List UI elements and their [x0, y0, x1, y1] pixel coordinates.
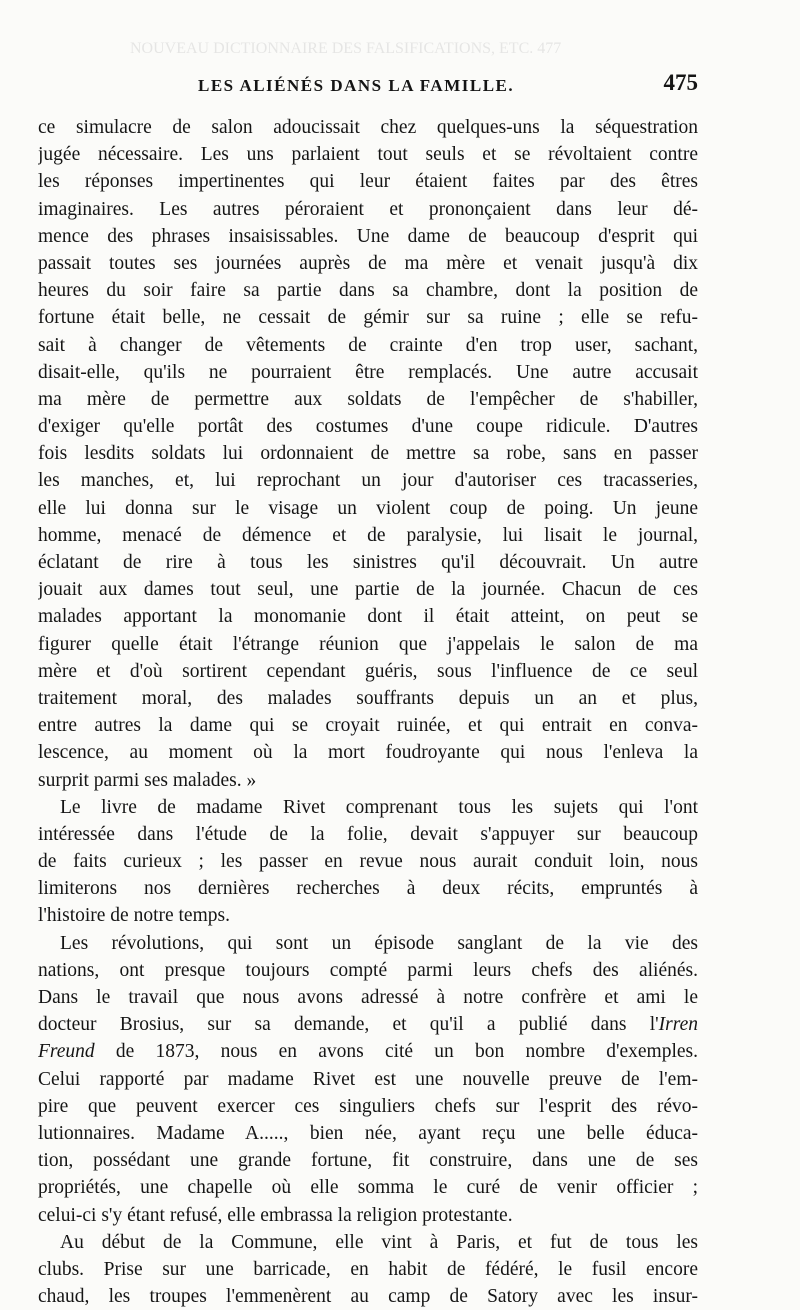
italic-word: Irren — [658, 1014, 698, 1036]
text-line: Celui rapporté par madame Rivet est une nouvelle preuve de l'em- — [38, 1068, 698, 1090]
text-line: entre autres la dame qui se croyait ruinée, et qui entrait en conva- — [38, 715, 698, 737]
text-line: mence des phrases insaisissables. Une dame de beaucoup d'esprit qui — [38, 225, 698, 247]
text-line: lescence, au moment où la mort foudroyante qui nous l'enleva la — [38, 742, 698, 764]
italic-word: Freund — [38, 1041, 95, 1063]
text-line: homme, menacé de démence et de paralysie, lui lisait le journal, — [38, 524, 698, 546]
text-line: les manches, et, lui reprochant un jour d'autoriser ces tracasseries, — [38, 470, 698, 492]
text-line: de faits curieux ; les passer en revue nous aurait conduit loin, nous — [38, 851, 698, 873]
text-line: l'histoire de notre temps. — [38, 905, 230, 927]
text-line: intéressée dans l'étude de la folie, devait s'appuyer sur beaucoup — [38, 823, 698, 845]
text-line: Au début de la Commune, elle vint à Paris, et fut de tous les — [60, 1231, 698, 1253]
text-line: propriétés, une chapelle où elle somma le curé de venir officier ; — [38, 1177, 698, 1199]
text-line: heures du soir faire sa partie dans sa chambre, dont la position de — [38, 280, 698, 302]
text-line: celui-ci s'y étant refusé, elle embrassa la religion protestante. — [38, 1204, 513, 1226]
text-line: lutionnaires. Madame A....., bien née, ayant reçu une belle éduca- — [38, 1122, 698, 1144]
text-line: clubs. Prise sur une barricade, en habit de fédéré, le fusil encore — [38, 1258, 698, 1280]
text-line: les réponses impertinentes qui leur étaient faites par des êtres — [38, 171, 698, 193]
text-line: Les révolutions, qui sont un épisode sanglant de la vie des — [60, 932, 698, 954]
body-text — [38, 114, 698, 1310]
text-line: imaginaires. Les autres péroraient et prononçaient dans leur dé- — [38, 198, 698, 220]
text-line: tion, possédant une grande fortune, fit construire, dans une de ses — [38, 1150, 698, 1172]
text-line: mère et d'où sortirent cependant guéris, sous l'influence de ce seul — [38, 660, 698, 682]
text-line: disait-elle, qu'ils ne pourraient être remplacés. Une autre accusait — [38, 361, 698, 383]
page-number: 475 — [663, 70, 698, 95]
text-line: fortune était belle, ne cessait de gémir sur sa ruine ; elle se refu- — [38, 307, 698, 329]
text-line: surprit parmi ses malades. » — [38, 769, 257, 791]
text-line: Le livre de madame Rivet comprenant tous les sujets qui l'ont — [60, 796, 698, 818]
text-line — [38, 1011, 698, 1038]
text-line — [38, 1038, 698, 1065]
text-line: jugée nécessaire. Les uns parlaient tout seuls et se révoltaient contre — [38, 144, 698, 166]
text-line: ma mère de permettre aux soldats de l'empêcher de s'habiller, — [38, 388, 698, 410]
text-line: ce simulacre de salon adoucissait chez quelques-uns la séquestration — [38, 117, 698, 138]
text-line: traitement moral, des malades souffrants depuis un an et plus, — [38, 687, 698, 709]
book-page — [38, 70, 698, 1310]
text-line: passait toutes ses journées auprès de ma mère et venait jusqu'à dix — [38, 252, 698, 274]
page-header — [38, 70, 698, 100]
text-line: d'exiger qu'elle portât des costumes d'une coupe ridicule. D'autres — [38, 416, 698, 438]
text-line: nations, ont presque toujours compté parmi leurs chefs des aliénés. — [38, 959, 698, 981]
text-line: sait à changer de vêtements de crainte d'en trop user, sachant, — [38, 334, 698, 356]
text-line: elle lui donna sur le visage un violent coup de poing. Un jeune — [38, 497, 698, 519]
show-through-text: NOUVEAU DICTIONNAIRE DES FALSIFICATIONS, ETC. 477 — [130, 40, 562, 57]
text-line: figurer quelle était l'étrange réunion que j'appelais le salon de ma — [38, 633, 698, 655]
text-line: fois lesdits soldats lui ordonnaient de mettre sa robe, sans en passer — [38, 443, 698, 465]
text-segment: de 1873, nous en avons cité un bon nombre d'exemples. — [115, 1041, 698, 1063]
text-line: pire que peuvent exercer ces singuliers chefs sur l'esprit des révo- — [38, 1095, 698, 1117]
running-title: LES ALIÉNÉS DANS LA FAMILLE. — [198, 76, 515, 95]
text-line: chaud, les troupes l'emmenèrent au camp de Satory avec les insur- — [38, 1286, 698, 1308]
text-line: jouait aux dames tout seul, une partie de la journée. Chacun de ces — [38, 579, 698, 601]
text-line: limiterons nos dernières recherches à deux récits, empruntés à — [38, 878, 698, 900]
text-line: éclatant de rire à tous les sinistres qu'il découvrait. Un autre — [38, 552, 698, 573]
text-segment: docteur Brosius, sur sa demande, et qu'il a publié dans l' — [38, 1014, 659, 1036]
text-line: malades apportant la monomanie dont il était atteint, on peut se — [38, 606, 698, 628]
text-line: Dans le travail que nous avons adressé à notre confrère et ami le — [38, 987, 698, 1008]
